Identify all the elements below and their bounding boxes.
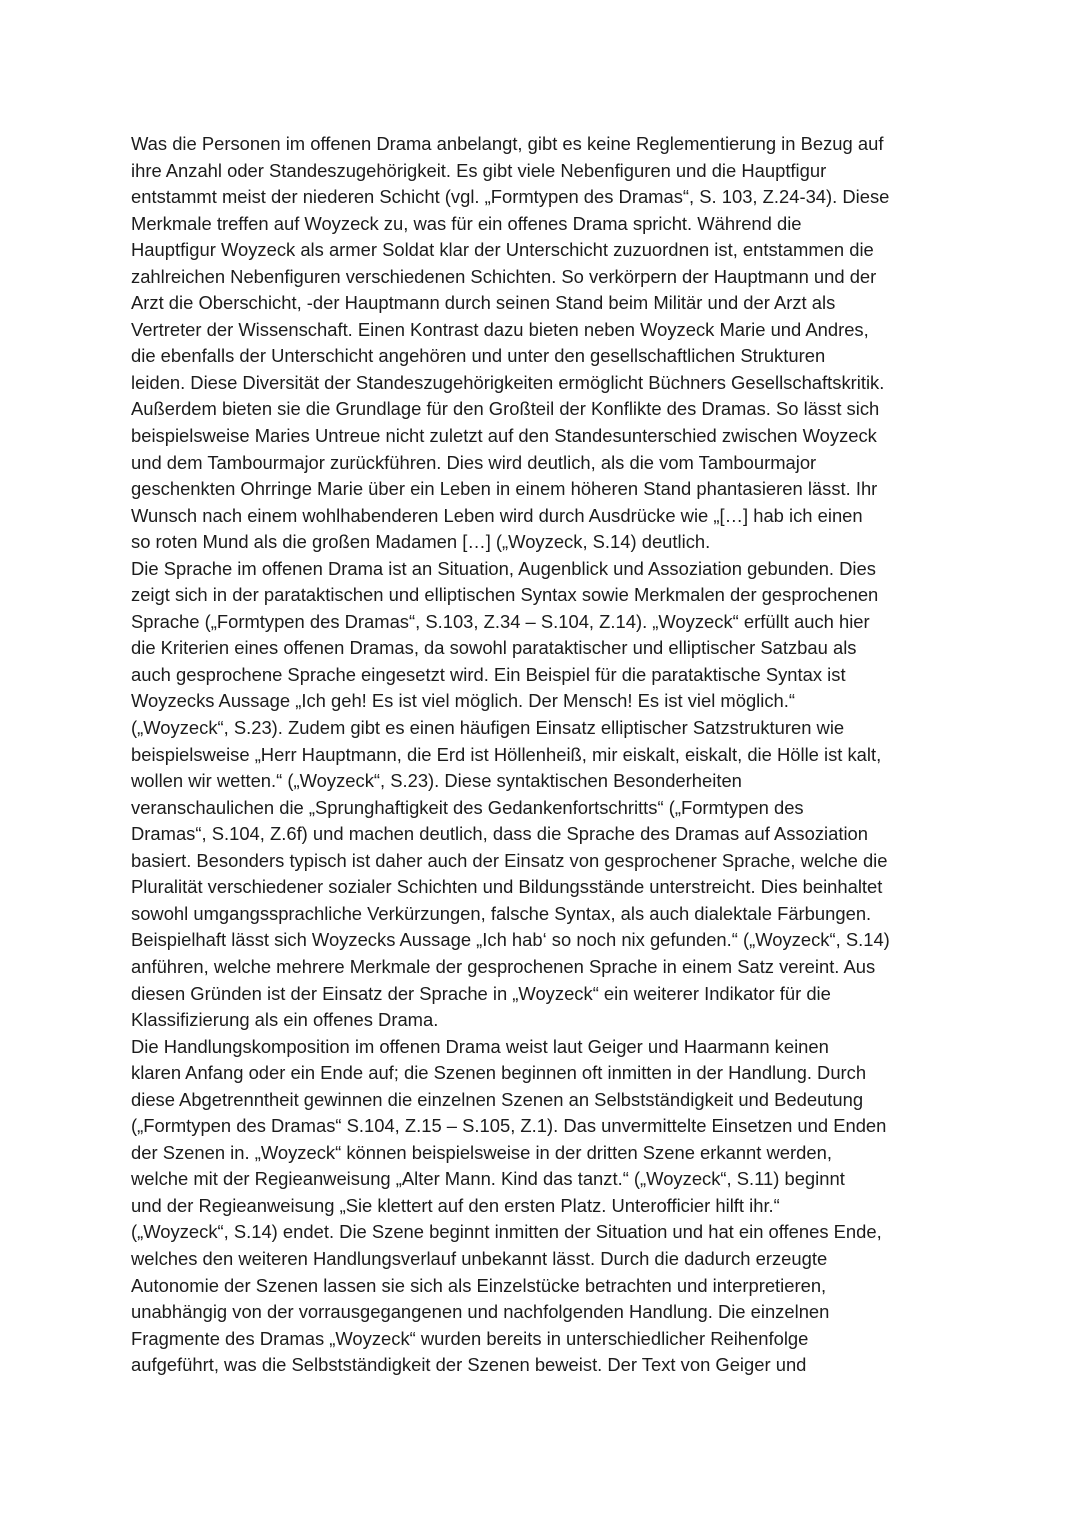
text-line: Dramas“, S.104, Z.6f) und machen deutlich, dass die Sprache des Dramas auf Assoziation bbox=[131, 823, 869, 845]
text-line: Wunsch nach einem wohlhabenderen Leben wird durch Ausdrücke wie „[…] hab ich einen bbox=[131, 504, 863, 526]
text-line: und dem Tambourmajor zurückführen. Dies wird deutlich, als die vom Tambourmajor bbox=[131, 451, 817, 473]
text-line: basiert. Besonders typisch ist daher auch der Einsatz von gesprochener Sprache, welche die bbox=[131, 849, 888, 871]
text-line: unabhängig von der vorrausgegangenen und nachfolgenden Handlung. Die einzelnen bbox=[131, 1301, 830, 1323]
text-line: und der Regieanweisung „Sie klettert auf den ersten Platz. Unterofficier hilft ihr.“ bbox=[131, 1194, 780, 1216]
text-line: Woyzecks Aussage „Ich geh! Es ist viel möglich. Der Mensch! Es ist viel möglich.“ bbox=[131, 690, 796, 712]
text-line: Die Handlungskomposition im offenen Drama weist laut Geiger und Haarmann keinen bbox=[131, 1035, 829, 1057]
text-line: beispielsweise Maries Untreue nicht zuletzt auf den Standesunterschied zwischen Woyzeck bbox=[131, 425, 877, 447]
text-line: aufgeführt, was die Selbstständigkeit der Szenen beweist. Der Text von Geiger und bbox=[131, 1354, 807, 1376]
text-line: diese Abgetrenntheit gewinnen die einzelnen Szenen an Selbstständigkeit und Bedeutung bbox=[131, 1088, 864, 1110]
text-line: veranschaulichen die „Sprunghaftigkeit des Gedankenfortschritts“ („Formtypen des bbox=[131, 796, 804, 818]
text-line: so roten Mund als die großen Madamen […] („Woyzeck, S.14) deutlich. bbox=[131, 531, 711, 553]
text-line: Merkmale treffen auf Woyzeck zu, was für ein offenes Drama spricht. Während die bbox=[131, 212, 802, 234]
text-line: Beispielhaft lässt sich Woyzecks Aussage „Ich hab‘ so noch nix gefunden.“ („Woyzeck“, S.14) bbox=[131, 929, 890, 951]
text-line: Klassifizierung als ein offenes Drama. bbox=[131, 1009, 439, 1031]
text-line: beispielsweise „Herr Hauptmann, die Erd ist Höllenheiß, mir eiskalt, eiskalt, die Hölle ist kalt, bbox=[131, 743, 882, 765]
text-line: entstammt meist der niederen Schicht (vgl. „Formtypen des Dramas“, S. 103, Z.24-34). Diese bbox=[131, 186, 890, 208]
text-line: Autonomie der Szenen lassen sie sich als Einzelstücke betrachten und interpretieren, bbox=[131, 1274, 827, 1296]
text-line: Hauptfigur Woyzeck als armer Soldat klar der Unterschicht zuzuordnen ist, entstammen die bbox=[131, 239, 874, 261]
text-line: („Formtypen des Dramas“ S.104, Z.15 – S.105, Z.1). Das unvermittelte Einsetzen und Enden bbox=[131, 1115, 887, 1137]
text-line: („Woyzeck“, S.23). Zudem gibt es einen häufigen Einsatz elliptischer Satzstrukturen wie bbox=[131, 717, 845, 739]
text-line: zeigt sich in der parataktischen und elliptischen Syntax sowie Merkmalen der gesprochenen bbox=[131, 584, 879, 606]
text-line: geschenkten Ohrringe Marie über ein Leben in einem höheren Stand phantasieren lässt. Ihr bbox=[131, 478, 878, 500]
text-line: auch gesprochene Sprache eingesetzt wird. Ein Beispiel für die parataktische Syntax ist bbox=[131, 663, 846, 685]
text-line: diesen Gründen ist der Einsatz der Sprache in „Woyzeck“ ein weiterer Indikator für die bbox=[131, 982, 831, 1004]
text-line: ihre Anzahl oder Standeszugehörigkeit. Es gibt viele Nebenfiguren und die Hauptfigur bbox=[131, 159, 827, 181]
text-line: der Szenen in. „Woyzeck“ können beispielsweise in der dritten Szene erkannt werden, bbox=[131, 1141, 832, 1163]
text-line: Die Sprache im offenen Drama ist an Situation, Augenblick und Assoziation gebunden. Dies bbox=[131, 557, 876, 579]
body-text bbox=[131, 131, 971, 1379]
text-line: („Woyzeck“, S.14) endet. Die Szene beginnt inmitten der Situation und hat ein offenes Ende, bbox=[131, 1221, 882, 1243]
text-line: Außerdem bieten sie die Grundlage für den Großteil der Konflikte des Dramas. So lässt sich bbox=[131, 398, 880, 420]
text-line: welche mit der Regieanweisung „Alter Mann. Kind das tanzt.“ („Woyzeck“, S.11) beginnt bbox=[131, 1168, 845, 1190]
text-line: welches den weiteren Handlungsverlauf unbekannt lässt. Durch die dadurch erzeugte bbox=[131, 1247, 828, 1269]
text-line: zahlreichen Nebenfiguren verschiedenen Schichten. So verkörpern der Hauptmann und der bbox=[131, 265, 877, 287]
text-line: Sprache („Formtypen des Dramas“, S.103, Z.34 – S.104, Z.14). „Woyzeck“ erfüllt auch hier bbox=[131, 610, 870, 632]
text-line: wollen wir wetten.“ („Woyzeck“, S.23). Diese syntaktischen Besonderheiten bbox=[131, 770, 742, 792]
text-line: anführen, welche mehrere Merkmale der gesprochenen Sprache in einem Satz vereint. Aus bbox=[131, 955, 876, 977]
text-line: klaren Anfang oder ein Ende auf; die Szenen beginnen oft inmitten in der Handlung. Durch bbox=[131, 1062, 867, 1084]
text-line: die ebenfalls der Unterschicht angehören und unter den gesellschaftlichen Strukturen bbox=[131, 345, 826, 367]
text-line: Vertreter der Wissenschaft. Einen Kontrast dazu bieten neben Woyzeck Marie und Andres, bbox=[131, 318, 869, 340]
text-line: Pluralität verschiedener sozialer Schichten und Bildungsstände unterstreicht. Dies beinhaltet bbox=[131, 876, 883, 898]
text-line: Was die Personen im offenen Drama anbelangt, gibt es keine Reglementierung in Bezug auf bbox=[131, 133, 884, 154]
text-line: Fragmente des Dramas „Woyzeck“ wurden bereits in unterschiedlicher Reihenfolge bbox=[131, 1327, 809, 1349]
text-line: die Kriterien eines offenen Dramas, da sowohl parataktischer und elliptischer Satzbau als bbox=[131, 637, 857, 659]
text-line: sowohl umgangssprachliche Verkürzungen, falsche Syntax, als auch dialektale Färbungen. bbox=[131, 902, 872, 924]
text-line: leiden. Diese Diversität der Standeszugehörigkeiten ermöglicht Büchners Gesellschaftskritik. bbox=[131, 371, 885, 393]
text-line: Arzt die Oberschicht, -der Hauptmann durch seinen Stand beim Militär und der Arzt als bbox=[131, 292, 836, 314]
